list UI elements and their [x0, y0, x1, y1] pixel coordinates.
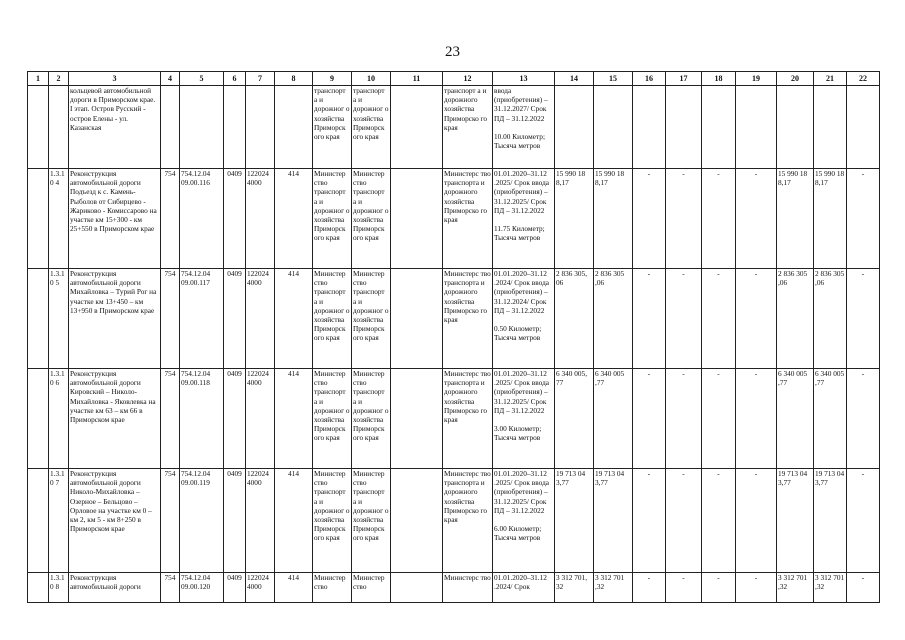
- cell-col-22: [847, 86, 880, 169]
- column-header-5: 5: [180, 72, 224, 86]
- cell-col-21: [814, 86, 847, 169]
- cell-col-15: 3 312 701 ,32: [594, 573, 633, 603]
- cell-col-17: -: [666, 269, 702, 369]
- cell-col-8: 414: [275, 269, 313, 369]
- cell-col-9: Министер ство транспорт а и дорожног о хозяйства Приморск ого края: [313, 169, 352, 269]
- cell-col-20: 6 340 005 ,77: [777, 369, 814, 469]
- cell-col-18: -: [702, 573, 736, 603]
- cell-col-6: 0409: [224, 369, 246, 469]
- column-header-12: 12: [443, 72, 493, 86]
- table-row: [28, 369, 880, 469]
- column-header-18: 18: [702, 72, 736, 86]
- cell-col-10: Министер ство транспорт а и дорожног о хозяйства Приморск ого края: [352, 369, 391, 469]
- cell-col-3: Реконструкция автомобильной дороги Николо-Михайловка – Озерное – Бельцово – Орловое на участке км 0 – км 2, км 5 - км 8+250 в Приморском крае: [69, 469, 161, 573]
- cell-col-18: -: [702, 269, 736, 369]
- cell-col-20: 3 312 701 ,32: [777, 573, 814, 603]
- cell-col-3: Реконструкция автомобильной дороги: [69, 573, 161, 603]
- cell-col-8: 414: [275, 469, 313, 573]
- cell-col-16: -: [633, 169, 666, 269]
- cell-col-12: Министерс тво: [443, 573, 493, 603]
- cell-col-5: 754.12.04 09.00.118: [180, 369, 224, 469]
- cell-col-12: Министерс тво транспорта и дорожного хозяйства Приморско го края: [443, 269, 493, 369]
- cell-col-18: [702, 86, 736, 169]
- column-header-6: 6: [224, 72, 246, 86]
- cell-col-13: 01.01.2020–31.12 .2025/ Срок ввода (приобретения) – 31.12.2025/ Срок ПД – 31.12.2022 11.75 Километр; Тысяча метров: [493, 169, 555, 269]
- column-header-2: 2: [49, 72, 69, 86]
- table-row: [28, 469, 880, 573]
- cell-col-17: [666, 86, 702, 169]
- cell-col-4: 754: [161, 469, 180, 573]
- cell-col-13: 01.01.2020–31.12 .2025/ Срок ввода (приобретения) – 31.12.2025/ Срок ПД – 31.12.2022 3.00 Километр; Тысяча метров: [493, 369, 555, 469]
- cell-col-8: 414: [275, 169, 313, 269]
- cell-col-16: [633, 86, 666, 169]
- cell-col-14: 15 990 18 8,17: [555, 169, 594, 269]
- table-row: [28, 269, 880, 369]
- column-header-14: 14: [555, 72, 594, 86]
- cell-col-22: -: [847, 469, 880, 573]
- cell-col-15: 6 340 005 ,77: [594, 369, 633, 469]
- cell-col-21: 3 312 701 ,32: [814, 573, 847, 603]
- cell-col-6: 0409: [224, 169, 246, 269]
- cell-col-8: 414: [275, 573, 313, 603]
- cell-col-2: 1.3.10 6: [49, 369, 69, 469]
- cell-col-14: 2 836 305, 06: [555, 269, 594, 369]
- cell-col-17: -: [666, 573, 702, 603]
- cell-col-18: -: [702, 469, 736, 573]
- cell-col-5: [180, 86, 224, 169]
- cell-col-20: [777, 86, 814, 169]
- cell-col-11: [391, 369, 443, 469]
- cell-col-14: [555, 86, 594, 169]
- cell-col-22: -: [847, 169, 880, 269]
- cell-col-10: транспорт а и дорожног о хозяйства Приморск ого края: [352, 86, 391, 169]
- cell-col-3: кольцевой автомобильной дороги в Приморском крае. I этап. Остров Русский - остров Елены - ул. Казанская: [69, 86, 161, 169]
- cell-col-12: Министерс тво транспорта и дорожного хозяйства Приморско го края: [443, 369, 493, 469]
- cell-col-2: 1.3.10 4: [49, 169, 69, 269]
- cell-col-13: 01.01.2020–31.12 .2025/ Срок ввода (приобретения) – 31.12.2025/ Срок ПД – 31.12.2022 6.00 Километр; Тысяча метров: [493, 469, 555, 573]
- cell-col-10: Министер ство транспорт а и дорожног о хозяйства Приморск ого края: [352, 269, 391, 369]
- cell-col-19: -: [736, 573, 777, 603]
- column-header-22: 22: [847, 72, 880, 86]
- cell-col-5: 754.12.04 09.00.116: [180, 169, 224, 269]
- cell-col-18: -: [702, 169, 736, 269]
- cell-col-10: Министер ство транспорт а и дорожног о хозяйства Приморск ого края: [352, 469, 391, 573]
- cell-col-20: 19 713 04 3,77: [777, 469, 814, 573]
- column-header-3: 3: [69, 72, 161, 86]
- cell-col-21: 6 340 005 ,77: [814, 369, 847, 469]
- cell-col-1: [28, 369, 49, 469]
- cell-col-7: [246, 86, 275, 169]
- cell-col-12: Министерс тво транспорта и дорожного хозяйства Приморско го края: [443, 169, 493, 269]
- cell-col-11: [391, 169, 443, 269]
- cell-col-16: -: [633, 269, 666, 369]
- cell-col-4: 754: [161, 269, 180, 369]
- cell-col-1: [28, 269, 49, 369]
- table-row: [28, 169, 880, 269]
- cell-col-7: 122024 4000: [246, 573, 275, 603]
- cell-col-6: 0409: [224, 269, 246, 369]
- page-number: 23: [445, 44, 460, 60]
- cell-col-11: [391, 269, 443, 369]
- cell-col-4: 754: [161, 169, 180, 269]
- cell-col-17: -: [666, 469, 702, 573]
- cell-col-7: 122024 4000: [246, 469, 275, 573]
- cell-col-6: 0409: [224, 573, 246, 603]
- cell-col-19: -: [736, 169, 777, 269]
- cell-col-9: Министер ство транспорт а и дорожног о хозяйства Приморск ого края: [313, 269, 352, 369]
- cell-col-6: 0409: [224, 469, 246, 573]
- cell-col-4: [161, 86, 180, 169]
- column-header-16: 16: [633, 72, 666, 86]
- cell-col-1: [28, 573, 49, 603]
- cell-col-17: -: [666, 169, 702, 269]
- cell-col-13: ввода (приобретения) – 31.12.2027/ Срок ПД – 31.12.2022 10.00 Километр; Тысяча метров: [493, 86, 555, 169]
- cell-col-13: 01.01.2020–31.12 .2024/ Срок ввода (приобретения) – 31.12.2024/ Срок ПД – 31.12.2022 0.50 Километр; Тысяча метров: [493, 269, 555, 369]
- cell-col-12: транспорт а и дорожного хозяйства Приморско го края: [443, 86, 493, 169]
- column-header-13: 13: [493, 72, 555, 86]
- cell-col-3: Реконструкция автомобильной дороги Кировский – Николо-Михайловка - Яковлевка на участке км 63 – км 66 в Приморском крае: [69, 369, 161, 469]
- cell-col-22: -: [847, 573, 880, 603]
- cell-col-21: 19 713 04 3,77: [814, 469, 847, 573]
- cell-col-15: 19 713 04 3,77: [594, 469, 633, 573]
- cell-col-14: 19 713 04 3,77: [555, 469, 594, 573]
- cell-col-21: 2 836 305 ,06: [814, 269, 847, 369]
- cell-col-7: 122024 4000: [246, 369, 275, 469]
- header-row: [28, 72, 880, 86]
- column-header-11: 11: [391, 72, 443, 86]
- column-header-9: 9: [313, 72, 352, 86]
- column-header-7: 7: [246, 72, 275, 86]
- cell-col-15: 2 836 305 ,06: [594, 269, 633, 369]
- cell-col-9: Министер ство транспорт а и дорожног о хозяйства Приморск ого края: [313, 469, 352, 573]
- cell-col-5: 754.12.04 09.00.119: [180, 469, 224, 573]
- cell-col-22: -: [847, 269, 880, 369]
- cell-col-17: -: [666, 369, 702, 469]
- column-header-10: 10: [352, 72, 391, 86]
- column-header-1: 1: [28, 72, 49, 86]
- cell-col-5: 754.12.04 09.00.120: [180, 573, 224, 603]
- cell-col-10: Министер ство транспорт а и дорожног о хозяйства Приморск ого края: [352, 169, 391, 269]
- cell-col-5: 754.12.04 09.00.117: [180, 269, 224, 369]
- cell-col-19: -: [736, 269, 777, 369]
- cell-col-19: -: [736, 369, 777, 469]
- cell-col-3: Реконструкция автомобильной дороги Михайловка – Турий Рог на участке км 13+450 – км 13+950 в Приморском крае: [69, 269, 161, 369]
- cell-col-1: [28, 469, 49, 573]
- cell-col-8: 414: [275, 369, 313, 469]
- cell-col-1: [28, 169, 49, 269]
- cell-col-19: -: [736, 469, 777, 573]
- cell-col-21: 15 990 18 8,17: [814, 169, 847, 269]
- cell-col-16: -: [633, 369, 666, 469]
- cell-col-19: [736, 86, 777, 169]
- cell-col-2: [49, 86, 69, 169]
- cell-col-4: 754: [161, 369, 180, 469]
- cell-col-9: транспорт а и дорожног о хозяйства Приморск ого края: [313, 86, 352, 169]
- cell-col-10: Министер ство: [352, 573, 391, 603]
- cell-col-20: 15 990 18 8,17: [777, 169, 814, 269]
- cell-col-9: Министер ство: [313, 573, 352, 603]
- cell-col-2: 1.3.10 5: [49, 269, 69, 369]
- column-header-20: 20: [777, 72, 814, 86]
- cell-col-16: -: [633, 573, 666, 603]
- cell-col-14: 3 312 701, 32: [555, 573, 594, 603]
- cell-col-11: [391, 573, 443, 603]
- cell-col-15: [594, 86, 633, 169]
- cell-col-22: -: [847, 369, 880, 469]
- cell-col-7: 122024 4000: [246, 169, 275, 269]
- column-header-4: 4: [161, 72, 180, 86]
- cell-col-2: 1.3.10 8: [49, 573, 69, 603]
- cell-col-6: [224, 86, 246, 169]
- column-header-21: 21: [814, 72, 847, 86]
- cell-col-11: [391, 86, 443, 169]
- cell-col-16: -: [633, 469, 666, 573]
- column-header-8: 8: [275, 72, 313, 86]
- cell-col-11: [391, 469, 443, 573]
- column-header-19: 19: [736, 72, 777, 86]
- column-header-17: 17: [666, 72, 702, 86]
- cell-col-18: -: [702, 369, 736, 469]
- table-row: [28, 573, 880, 603]
- cell-col-13: 01.01.2020–31.12 .2024/ Срок: [493, 573, 555, 603]
- cell-col-2: 1.3.10 7: [49, 469, 69, 573]
- cell-col-20: 2 836 305 ,06: [777, 269, 814, 369]
- cell-col-4: 754: [161, 573, 180, 603]
- column-header-15: 15: [594, 72, 633, 86]
- cell-col-14: 6 340 005, 77: [555, 369, 594, 469]
- cell-col-1: [28, 86, 49, 169]
- cell-col-3: Реконструкция автомобильной дороги Подъезд к с. Камень-Рыболов от Сибирцево - Жариково - Комиссарово на участке км 15+300 - км 25+550 в Приморском крае: [69, 169, 161, 269]
- cell-col-9: Министер ство транспорт а и дорожног о хозяйства Приморск ого края: [313, 369, 352, 469]
- cell-col-12: Министерс тво транспорта и дорожного хозяйства Приморско го края: [443, 469, 493, 573]
- table-row: [28, 86, 880, 169]
- cell-col-7: 122024 4000: [246, 269, 275, 369]
- budget-table: [27, 71, 880, 603]
- cell-col-15: 15 990 18 8,17: [594, 169, 633, 269]
- cell-col-8: [275, 86, 313, 169]
